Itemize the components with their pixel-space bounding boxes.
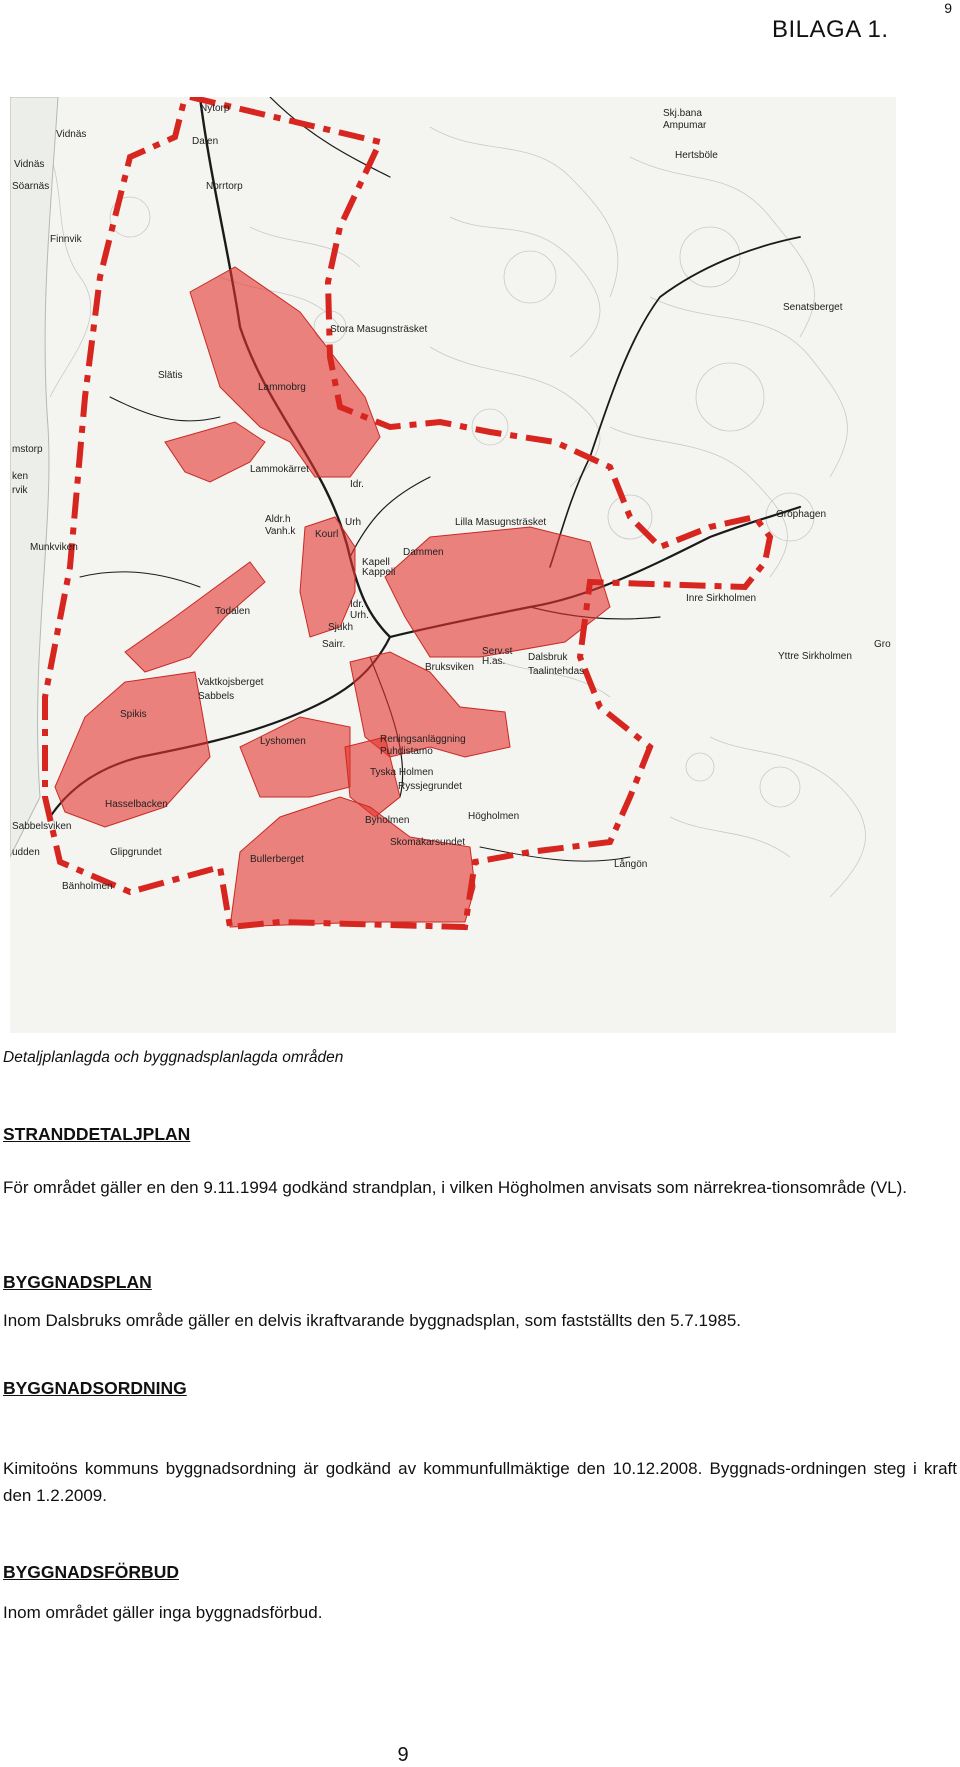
map-label: Ampumar xyxy=(663,120,707,131)
map-label: Vidnäs xyxy=(14,159,45,170)
text-byggnadsplan: Inom Dalsbruks område gäller en delvis ikraftvarande byggnadsplan, som fastställts den 5.7.1985. xyxy=(3,1311,742,1330)
heading-byggnadsplan: BYGGNADSPLAN xyxy=(3,1272,152,1292)
heading-stranddetaljplan: STRANDDETALJPLAN xyxy=(3,1124,191,1144)
map-label: Kourl xyxy=(315,529,339,540)
text-stranddetaljplan: För området gäller en den 9.11.1994 godkänd strandplan, i vilken Högholmen anvisats som närrekrea-tionsområde (VL). xyxy=(3,1178,908,1197)
map-label: Taalintehdas xyxy=(528,666,585,677)
map-label: Urh. xyxy=(350,610,369,621)
map-label: Byholmen xyxy=(365,815,410,826)
map-label: Lyshomen xyxy=(260,736,306,747)
map-label: Grophagen xyxy=(776,509,827,520)
map-label: Slätis xyxy=(158,370,183,381)
map-label: Skj.bana xyxy=(663,108,702,119)
map-label: Aldr.h xyxy=(265,514,291,525)
corner-page-number: 9 xyxy=(944,0,952,16)
map-label: Bullerberget xyxy=(250,854,304,865)
map-label: Todalen xyxy=(215,606,251,617)
text-byggnadsordning: Kimitoöns kommuns byggnadsordning är godkänd av kommunfullmäktige den 10.12.2008. Byggnads-ordningen steg i kraft den 1.2.2009. xyxy=(3,1459,957,1505)
map-label: Munkviken xyxy=(30,542,78,553)
map-label: Lammobrg xyxy=(258,382,306,393)
map-label: Spikis xyxy=(120,709,147,720)
map-label: Lammokärret xyxy=(250,464,309,475)
page-number: 9 xyxy=(397,1744,409,1766)
map-label: Vanh.k xyxy=(265,526,296,537)
map-label: Sairr. xyxy=(322,639,346,650)
heading-byggnadsforbud: BYGGNADSFÖRBUD xyxy=(3,1562,179,1582)
map-label: Vidnäs xyxy=(56,129,87,140)
map-label: Bänholmen xyxy=(62,881,113,892)
map-label: H.as. xyxy=(482,656,506,667)
map-label: Ryssjegrundet xyxy=(398,781,462,792)
map-label: rvik xyxy=(12,485,28,496)
map-label: Söarnäs xyxy=(12,181,50,192)
text-byggnadsforbud: Inom området gäller inga byggnadsförbud. xyxy=(3,1603,323,1622)
map-label: Finnvik xyxy=(50,234,82,245)
map-label: Yttre Sirkholmen xyxy=(778,651,852,662)
map-label: Lilla Masugnsträsket xyxy=(455,517,547,528)
map-label: Vaktkojsberget xyxy=(198,677,264,688)
map-label: mstorp xyxy=(12,444,43,455)
map-label: Norrtorp xyxy=(206,181,243,192)
map-label: Puhdistamo xyxy=(380,746,433,757)
map-label: Inre Sirkholmen xyxy=(686,593,757,604)
map-label: Skomakarsundet xyxy=(390,837,466,848)
map-label: Kappeli xyxy=(362,567,396,578)
map-label: udden xyxy=(12,847,40,858)
map-label: Reningsanläggning xyxy=(380,734,466,745)
map-label: Kapell xyxy=(362,557,390,568)
map-label: Glipgrundet xyxy=(110,847,162,858)
plan-map xyxy=(10,97,896,1033)
map-label: Serv.st xyxy=(482,646,513,657)
map-label: Idr. xyxy=(350,599,364,610)
attachment-title: BILAGA 1. xyxy=(772,16,889,43)
map-label: Dalsbruk xyxy=(528,652,568,663)
map-label: Dalen xyxy=(192,136,219,147)
map-label: Hertsböle xyxy=(675,150,718,161)
map-label: ken xyxy=(12,471,29,482)
map-label: Långön xyxy=(614,859,648,870)
heading-byggnadsordning: BYGGNADSORDNING xyxy=(3,1378,187,1398)
map-label: Stora Masugnsträsket xyxy=(330,324,428,335)
map-label: Idr. xyxy=(350,479,364,490)
map-label: Sabbelsviken xyxy=(12,821,72,832)
map-label: Hasselbacken xyxy=(105,799,168,810)
map-label: Bruksviken xyxy=(425,662,474,673)
map-caption: Detaljplanlagda och byggnadsplanlagda områden xyxy=(3,1049,344,1066)
map-label: Gro xyxy=(874,639,891,650)
map-label: Sabbels xyxy=(198,691,235,702)
map-label: Tyska Holmen xyxy=(370,767,434,778)
map-label: Sjukh xyxy=(328,622,354,633)
map-label: Urh xyxy=(345,517,362,528)
map-label: Högholmen xyxy=(468,811,520,822)
map-label: Senatsberget xyxy=(783,302,843,313)
map-label: Dammen xyxy=(403,547,444,558)
map-label: Nytorp xyxy=(200,103,230,114)
